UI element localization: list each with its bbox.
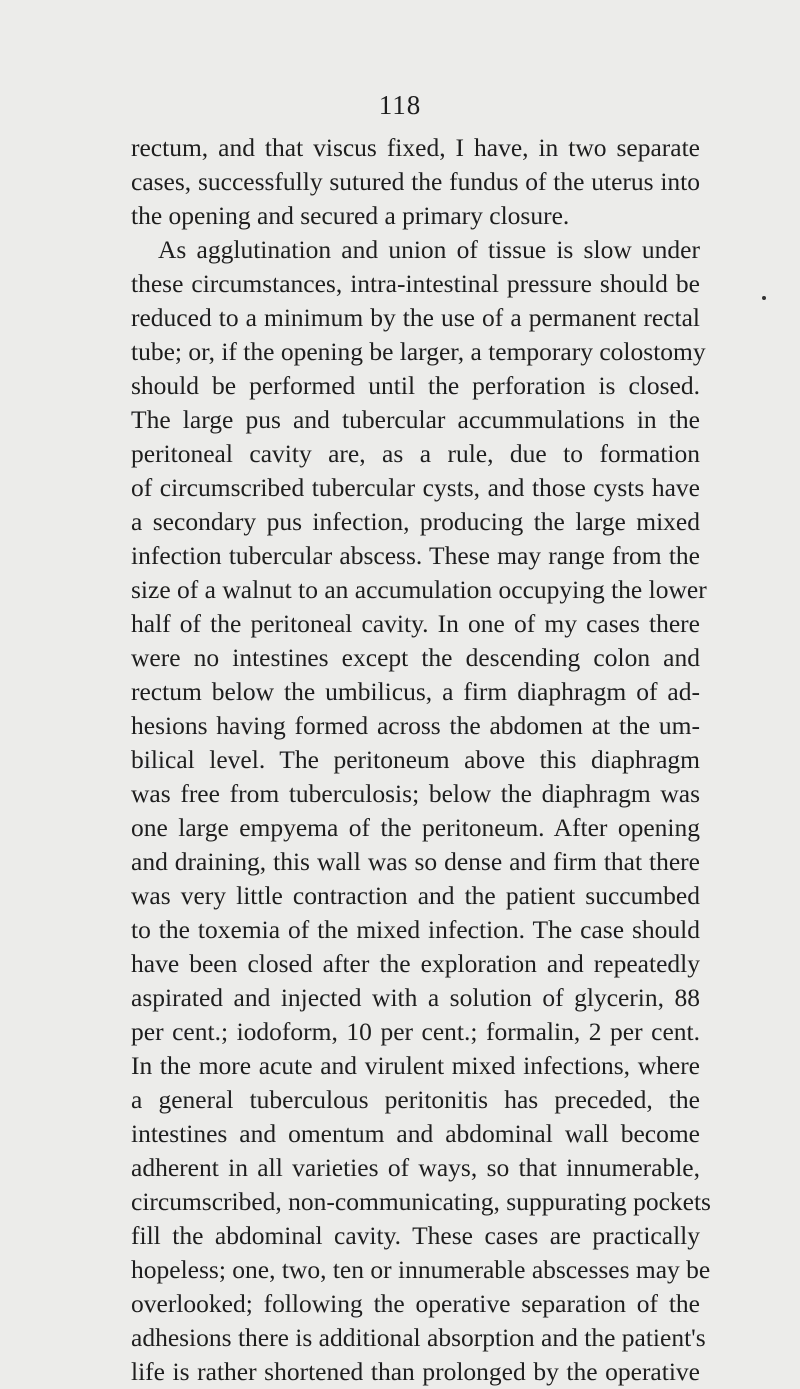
text-line: to the toxemia of the mixed infection. The case should bbox=[131, 915, 700, 944]
text-line: a secondary pus infection, producing the large mixed bbox=[131, 507, 700, 536]
text-line: intestines and omentum and abdominal wall become bbox=[131, 1119, 700, 1148]
text-line: should be performed until the perforation is closed. bbox=[131, 371, 700, 400]
text-line: these circumstances, intra-intestinal pressure should be bbox=[131, 269, 700, 298]
margin-mark bbox=[762, 296, 766, 300]
text-line: In the more acute and virulent mixed infections, where bbox=[131, 1051, 700, 1080]
text-line: of circumscribed tubercular cysts, and those cysts have bbox=[131, 473, 700, 502]
text-line: As agglutination and union of tissue is slow under bbox=[158, 235, 700, 264]
text-line: size of a walnut to an accumulation occupying the lower bbox=[131, 575, 707, 604]
text-line: adherent in all varieties of ways, so that innumerable, bbox=[131, 1153, 700, 1182]
text-line: was very little contraction and the patient succumbed bbox=[131, 881, 700, 910]
text-line: cases, successfully sutured the fundus of the uterus into bbox=[131, 167, 700, 196]
text-line: and draining, this wall was so dense and firm that there bbox=[131, 847, 700, 876]
text-line: half of the peritoneal cavity. In one of my cases there bbox=[131, 609, 700, 638]
text-line: a general tuberculous peritonitis has preceded, the bbox=[131, 1085, 700, 1114]
text-line: overlooked; following the operative separation of the bbox=[131, 1289, 700, 1318]
text-line: were no intestines except the descending colon and bbox=[131, 643, 700, 672]
text-line: was free from tuberculosis; below the diaphragm was bbox=[131, 779, 700, 808]
page-number: 118 bbox=[378, 90, 422, 120]
text-line: tube; or, if the opening be larger, a temporary colostomy bbox=[131, 337, 706, 366]
text-line: hesions having formed across the abdomen at the um- bbox=[131, 711, 700, 740]
text-line: bilical level. The peritoneum above this diaphragm bbox=[131, 745, 700, 774]
text-line: rectum below the umbilicus, a firm diaphragm of ad- bbox=[131, 677, 700, 706]
text-line: per cent.; iodoform, 10 per cent.; formalin, 2 per cent. bbox=[131, 1017, 700, 1046]
text-line: reduced to a minimum by the use of a permanent rectal bbox=[131, 303, 700, 332]
text-line: rectum, and that viscus fixed, I have, in two separate bbox=[131, 133, 700, 162]
text-line: have been closed after the exploration and repeatedly bbox=[131, 949, 700, 978]
text-line: circumscribed, non-communicating, suppurating pockets bbox=[131, 1187, 711, 1216]
text-line: one large empyema of the peritoneum. After opening bbox=[131, 813, 700, 842]
text-line: fill the abdominal cavity. These cases are practically bbox=[131, 1221, 700, 1250]
text-line: infection tubercular abscess. These may range from the bbox=[131, 541, 700, 570]
text-line: peritoneal cavity are, as a rule, due to formation bbox=[131, 439, 700, 468]
text-line: aspirated and injected with a solution of glycerin, 88 bbox=[131, 983, 700, 1012]
text-line: life is rather shortened than prolonged by the operative bbox=[131, 1357, 700, 1386]
text-line: hopeless; one, two, ten or innumerable abscesses may be bbox=[131, 1255, 711, 1284]
text-line: the opening and secured a primary closure. bbox=[131, 201, 570, 230]
text-line: The large pus and tubercular accummulations in the bbox=[131, 405, 700, 434]
text-line: adhesions there is additional absorption and the patient's bbox=[131, 1323, 706, 1352]
